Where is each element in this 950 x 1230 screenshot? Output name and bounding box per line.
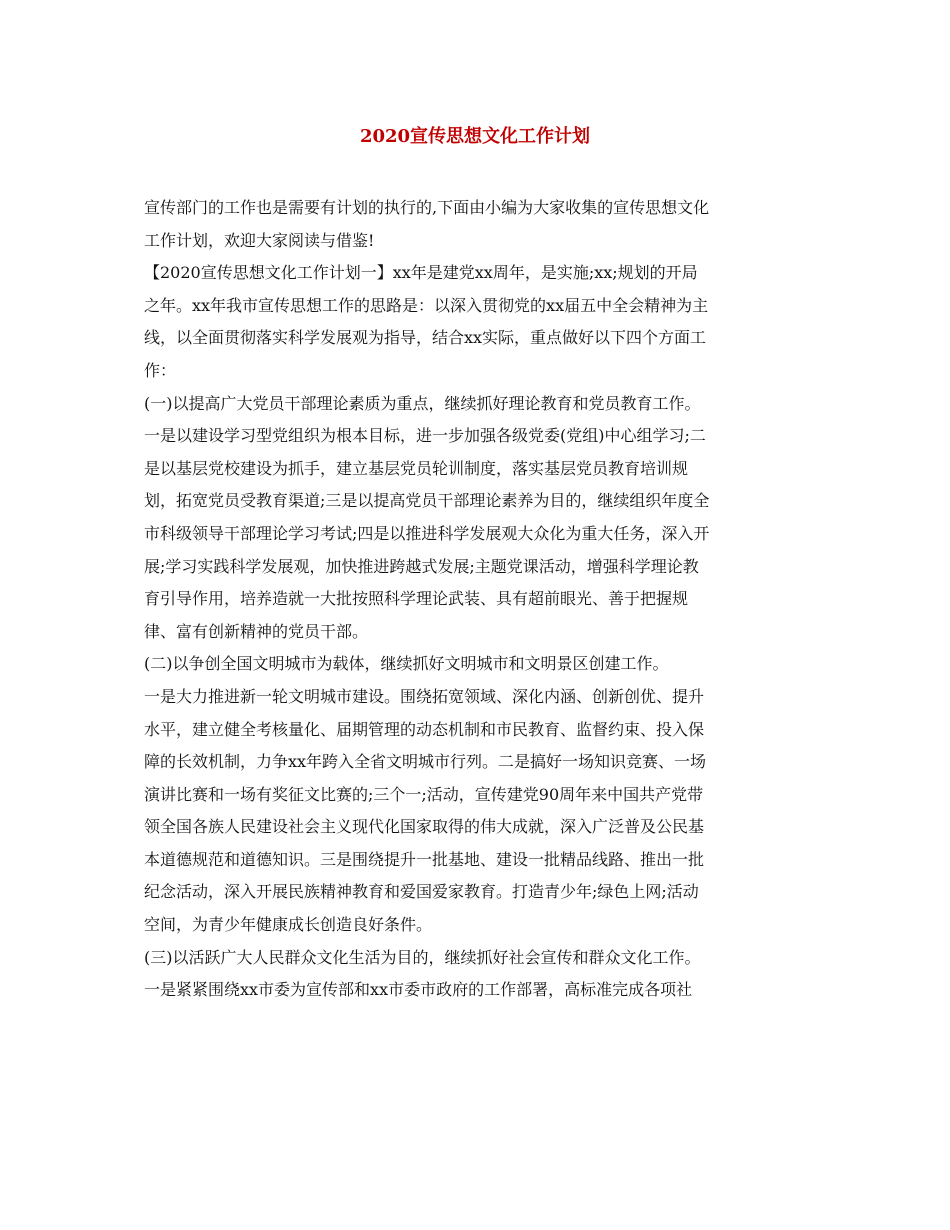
text-line: 障的长效机制，力争xx年跨入全省文明城市行列。二是搞好一场知识竞赛、一场 xyxy=(144,752,707,772)
text-line: 演讲比赛和一场有奖征文比赛的;三个一;活动，宣传建党90周年来中国共产党带 xyxy=(144,784,704,804)
text-line: 划，拓宽党员受教育渠道;三是以提高党员干部理论素养为目的，继续组织年度全 xyxy=(144,491,710,511)
text-line: 律、富有创新精神的党员干部。 xyxy=(144,621,369,641)
text-line: 本道德规范和道德知识。三是围绕提升一批基地、建设一批精品线路、推出一批 xyxy=(144,849,705,869)
text-line: 空间，为青少年健康成长创造良好条件。 xyxy=(144,915,433,935)
text-line: 水平，建立健全考核量化、届期管理的动态机制和市民教育、监督约束、投入保 xyxy=(144,719,705,739)
text-line: 展;学习实践科学发展观，加快推进跨越式发展;主题党课活动，增强科学理论教 xyxy=(144,556,699,576)
text-line: 是以基层党校建设为抓手，建立基层党员轮训制度，落实基层党员教育培训规 xyxy=(144,458,689,478)
text-line: 一是紧紧围绕xx市委为宣传部和xx市委市政府的工作部署，高标准完成各项社 xyxy=(144,980,693,1000)
text-line: 线，以全面贯彻落实科学发展观为指导，结合xx实际，重点做好以下四个方面工 xyxy=(144,328,707,348)
text-line: 纪念活动，深入开展民族精神教育和爱国爱家教育。打造青少年;绿色上网;活动 xyxy=(144,882,699,902)
document-body xyxy=(144,192,816,1007)
text-line: 领全国各族人民建设社会主义现代化国家取得的伟大成就，深入广泛普及公民基 xyxy=(144,817,705,837)
text-line: 一是以建设学习型党组织为根本目标，进一步加强各级党委(党组)中心组学习;二 xyxy=(144,426,706,446)
text-line: 之年。xx年我市宣传思想工作的思路是：以深入贯彻党的xx届五中全会精神为主 xyxy=(144,295,709,315)
text-line: 市科级领导干部理论学习考试;四是以推进科学发展观大众化为重大任务，深入开 xyxy=(144,523,710,543)
text-line: 工作计划，欢迎大家阅读与借鉴! xyxy=(144,230,375,250)
text-line: 一是大力推进新一轮文明城市建设。围绕拓宽领域、深化内涵、创新创优、提升 xyxy=(144,686,705,706)
text-line: 育引导作用，培养造就一大批按照科学理论武装、具有超前眼光、善于把握规 xyxy=(144,589,689,609)
text-line: (三)以活跃广大人民群众文化生活为目的，继续抓好社会宣传和群众文化工作。 xyxy=(144,947,701,967)
document-title: 2020宣传思想文化工作计划 xyxy=(359,126,591,147)
text-line: 作： xyxy=(144,360,177,380)
text-line: (二)以争创全国文明城市为载体，继续抓好文明城市和文明景区创建工作。 xyxy=(144,654,669,674)
text-line: (一)以提高广大党员干部理论素质为重点，继续抓好理论教育和党员教育工作。 xyxy=(144,393,701,413)
text-line: 宣传部门的工作也是需要有计划的执行的,下面由小编为大家收集的宣传思想文化 xyxy=(144,198,710,217)
text-line: 【2020宣传思想文化工作计划一】xx年是建党xx周年，是实施;xx;规划的开局 xyxy=(144,263,698,283)
